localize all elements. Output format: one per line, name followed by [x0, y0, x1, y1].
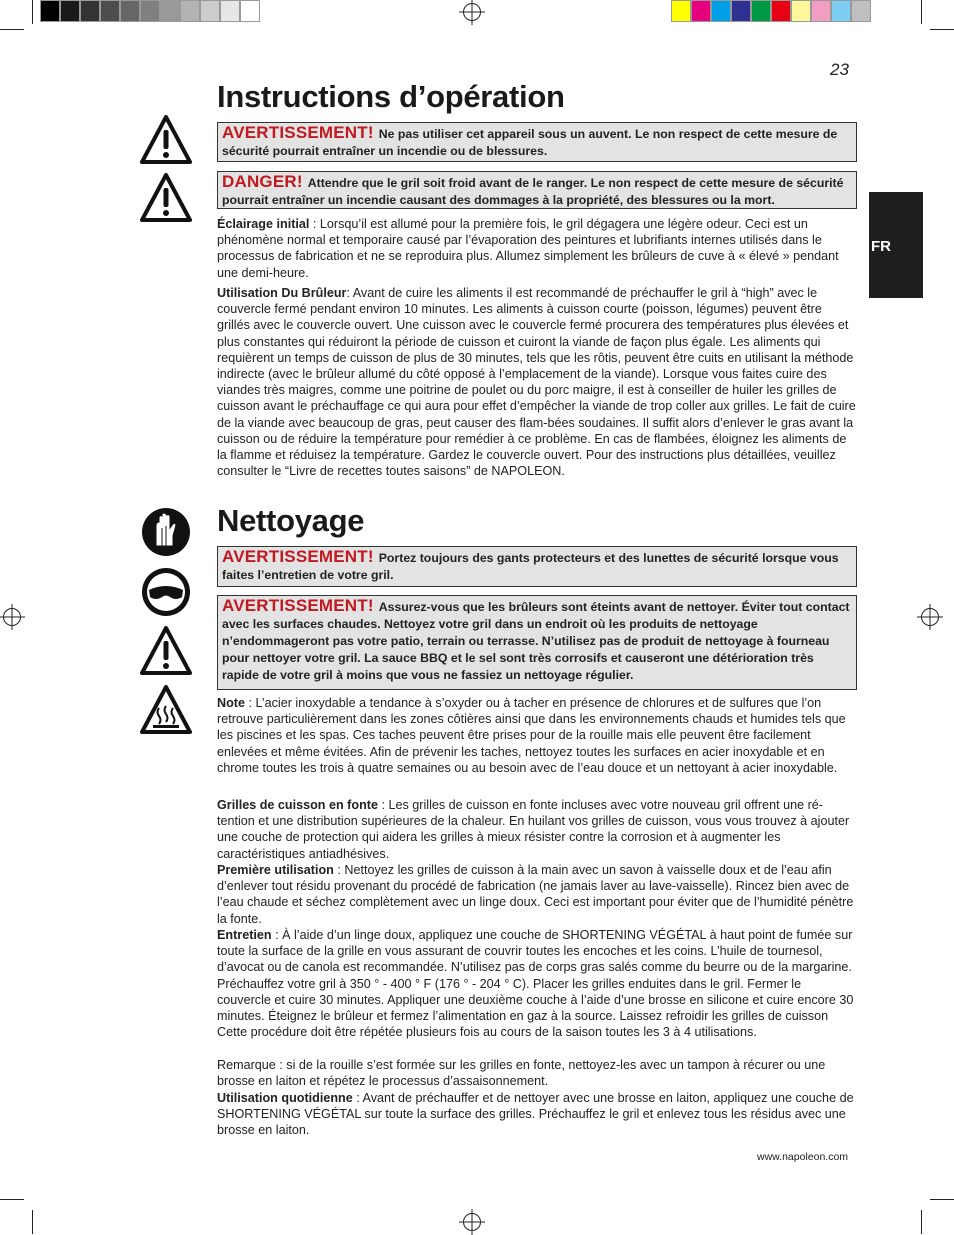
color-swatch	[851, 0, 871, 22]
paragraph-text: : Avant de cuire les aliments il est recommandé de préchauffer le gril à “high” avec le couvercle fermé pendant environ 10 minutes. Les aliments à cuisson courte (poisson, légumes) peuvent être grillés avec le couvercle ouvert. Une cuisson avec le couvercle fermé procurera des températures plus élevées et plus constantes qui réduiront la période de cuisson et cuiront la viande de façon plus égale. Les aliments qui requièrent un temps de cuisson de plus de 30 minutes, tels que les rôtis, peuvent être cuits en utilisant la méthode indirecte (avec le brûleur allumé du côté opposé à l’emplacement de la viande). Lorsque vous faites cuire des viandes très maigres, comme une poitrine de poulet ou du porc maigre, il est à conseiller de huiler les grilles de cuisson avant le préchauffage ce qui aura pour effet d’empêcher la viande de trop coller aux grilles. Le fait de cuire de la viande avec beaucoup de gras, peut causer des flam-bées soudaines. Il suffit alors d’enlever le gras avant la cuisson ou de réduire la température pour remédier à ce problème. En cas de flambées, éloignez les aliments de la flamme et réduisez la température. Gardez le couvercle ouvert. Pour des instructions plus détaillées, veuillez consulter le “Livre de recettes toutes saisons” de NAPOLEON.	[217, 286, 856, 479]
color-swatch	[831, 0, 851, 22]
grayscale-color-bar	[40, 0, 260, 22]
color-swatch	[791, 0, 811, 22]
paragraph-text: : À l’aide d’un linge doux, appliquez une couche de SHORTENING VÉGÉTAL à haut point de fumée sur toute la surface de la grille en vous assurant de couvrir toutes les encoches et les coins. L’huile de tournesol, d’avocat ou de canola est recommandée. N’utilisez pas de corps gras salés comme du beurre ou de la margarine. Préchauffez votre gril à 350 ° - 400 ° F (176 ° - 204 ° C). Placer les grilles enduites dans le gril. Fermer le couvercle et cuire 30 minutes. Appliquer une deuxième couche à l’aide d’une brosse en silicone et cuire encore 30 minutes. Éteignez le brûleur et fermez l’alimentation en gaz à la source. Laissez refroidir les grilles de cuisson Cette procédure doit être répétée plusieurs fois au cours de la saison toutes les 3 à 4 utilisations.	[217, 928, 854, 1040]
color-swatch	[40, 0, 60, 22]
first-use-paragraph	[217, 862, 857, 927]
language-tab	[869, 192, 923, 298]
alert-text: Assurez-vous que les brûleurs sont éteints avant de nettoyer. Éviter tout contact avec les surfaces chaudes. Nettoyez votre gril dans un endroit où les produits de nettoyage n’endommageront pas votre patio, terrain ou terrasse. N’utilisez pas de produit de nettoyage à fourneau pour nettoyer votre gril. La sauce BBQ et le sel sont très corrosifs et causeront une détérioration très rapide de votre gril à moins que vous ne fassiez un nettoyage régulier.	[222, 600, 850, 682]
initial-lighting-paragraph	[217, 216, 857, 281]
color-swatch	[671, 0, 691, 22]
paragraph-text: Remarque : si de la rouille s’est formée sur les grilles en fonte, nettoyez-les avec un tampon à récurer ou une brosse en laiton et répétez le processus d’assaisonnement.	[217, 1058, 826, 1089]
paragraph-lead: Éclairage initial	[217, 217, 310, 231]
section-title-cleaning: Nettoyage	[217, 503, 365, 538]
stainless-note-paragraph	[217, 695, 857, 776]
registration-mark-icon	[3, 608, 21, 626]
alert-label: AVERTISSEMENT!	[222, 123, 374, 142]
paragraph-text: : Avant de préchauffer et de nettoyer avec une brosse en laiton, appliquez une couche de SHORTENING VÉGÉTAL sur toute la surface des grilles. Préchauffez le gril et enlevez tous les résidus avec une brosse en laiton.	[217, 1091, 854, 1138]
paragraph-text: : Nettoyez les grilles de cuisson à la main avec un savon à vaisselle doux et de l’eau afin d’enlever tout résidu provenant du procédé de fabrication (ne jamais laver au lave-vaisselle). Rincez bien avec de l’eau chaude et séchez complètement avec un linge doux. Ceci est important pour éviter que de l’humidité pénètre la fonte.	[217, 863, 854, 926]
page-number: 23	[830, 60, 849, 79]
color-swatch	[220, 0, 240, 22]
color-swatch	[120, 0, 140, 22]
warning-triangle-icon	[140, 114, 192, 166]
color-swatch	[100, 0, 120, 22]
warning-triangle-icon	[140, 625, 192, 677]
gloves-icon	[140, 506, 192, 558]
color-swatch	[731, 0, 751, 22]
alert-label: AVERTISSEMENT!	[222, 596, 374, 615]
paragraph-text: : L’acier inoxydable a tendance à s’oxyder ou à tacher en présence de chlorures et de sulfures que l’on retrouve particulièrement dans les zones côtières ainsi que dans les environnements chauds et humides tels que les piscines et les spas. Ces taches peuvent être prises pour de la rouille mais elle peuvent être facilement enlevées et même évitées. Afin de prévenir les taches, nettoyez toutes les surfaces en acier inoxydable et en chrome toutes les trois à quatre semaines ou au besoin avec de l’eau douce et un nettoyant à acier inoxydable.	[217, 696, 846, 775]
burner-use-paragraph	[217, 285, 857, 479]
color-swatch	[180, 0, 200, 22]
alert-text: Portez toujours des gants protecteurs et des lunettes de sécurité lorsque vous faites l’entretien de votre gril.	[222, 551, 839, 582]
cast-iron-grids-paragraph	[217, 797, 857, 862]
alert-text: Attendre que le gril soit froid avant de le ranger. Le non respect de cette mesure de sécurité pourrait entraîner un incendie causant des dommages à la propriété, des blessures ou la mort.	[222, 176, 844, 207]
operation-warning-alert	[217, 122, 857, 162]
paragraph-lead: Note	[217, 696, 245, 710]
warning-triangle-icon	[140, 172, 192, 224]
operation-danger-alert	[217, 171, 857, 209]
crop-mark	[0, 29, 24, 30]
paragraph-lead: Grilles de cuisson en fonte	[217, 798, 378, 812]
alert-label: AVERTISSEMENT!	[222, 547, 374, 566]
rust-remark-paragraph	[217, 1057, 857, 1089]
hot-surface-icon	[140, 684, 192, 736]
color-swatch	[711, 0, 731, 22]
alert-label: DANGER!	[222, 172, 303, 191]
crop-mark	[32, 0, 33, 24]
color-swatch	[80, 0, 100, 22]
paragraph-text: : Lorsqu’il est allumé pour la première fois, le gril dégagera une légère odeur. Ceci est un phénomène normal et temporaire causé par l’évaporation des peintures et lubrifiants internes utilisés dans le processus de fabrication et ne se reproduira plus. Allumez simplement les brûleurs de cuve à « élevé » pendant une demi-heure.	[217, 217, 839, 280]
maintenance-paragraph	[217, 927, 857, 1040]
section-title-operation: Instructions d’opération	[217, 79, 565, 114]
registration-mark-icon	[921, 608, 939, 626]
registration-mark-icon	[463, 1213, 481, 1231]
daily-use-paragraph	[217, 1090, 857, 1139]
color-swatch	[240, 0, 260, 22]
crop-mark	[921, 0, 922, 24]
color-swatch	[751, 0, 771, 22]
safety-glasses-icon	[140, 566, 192, 618]
crop-mark	[930, 29, 954, 30]
registration-mark-icon	[463, 3, 481, 21]
paragraph-lead: Utilisation quotidienne	[217, 1091, 353, 1105]
color-swatch	[691, 0, 711, 22]
color-swatch	[60, 0, 80, 22]
cleaning-burners-alert	[217, 595, 857, 690]
footer-website: www.napoleon.com	[757, 1151, 849, 1163]
crop-mark	[930, 1199, 954, 1200]
paragraph-lead: Utilisation Du Brûleur	[217, 286, 347, 300]
cleaning-gloves-alert	[217, 546, 857, 587]
crop-mark	[0, 1199, 24, 1200]
language-tab-label: FR	[871, 238, 891, 255]
color-swatch	[160, 0, 180, 22]
crop-mark	[32, 1210, 33, 1234]
section-operation	[217, 79, 857, 115]
color-swatch	[811, 0, 831, 22]
process-color-bar	[671, 0, 871, 22]
section-cleaning	[217, 503, 857, 539]
alert-text: Ne pas utiliser cet appareil sous un auvent. Le non respect de cette mesure de sécurité pourrait entraîner un incendie ou de blessures.	[222, 127, 838, 158]
paragraph-lead: Entretien	[217, 928, 272, 942]
color-swatch	[771, 0, 791, 22]
paragraph-lead: Première utilisation	[217, 863, 334, 877]
color-swatch	[200, 0, 220, 22]
color-swatch	[140, 0, 160, 22]
paragraph-text: : Les grilles de cuisson en fonte incluses avec votre nouveau gril offrent une ré-tention et une distribution supérieures de la chaleur. En huilant vos grilles de cuisson, vous vous trouvez à ajouter une couche de protection qui aidera les grilles à mieux résister contre la corrosion et à augmenter les caractéristiques antiadhésives.	[217, 798, 850, 861]
crop-mark	[921, 1210, 922, 1234]
